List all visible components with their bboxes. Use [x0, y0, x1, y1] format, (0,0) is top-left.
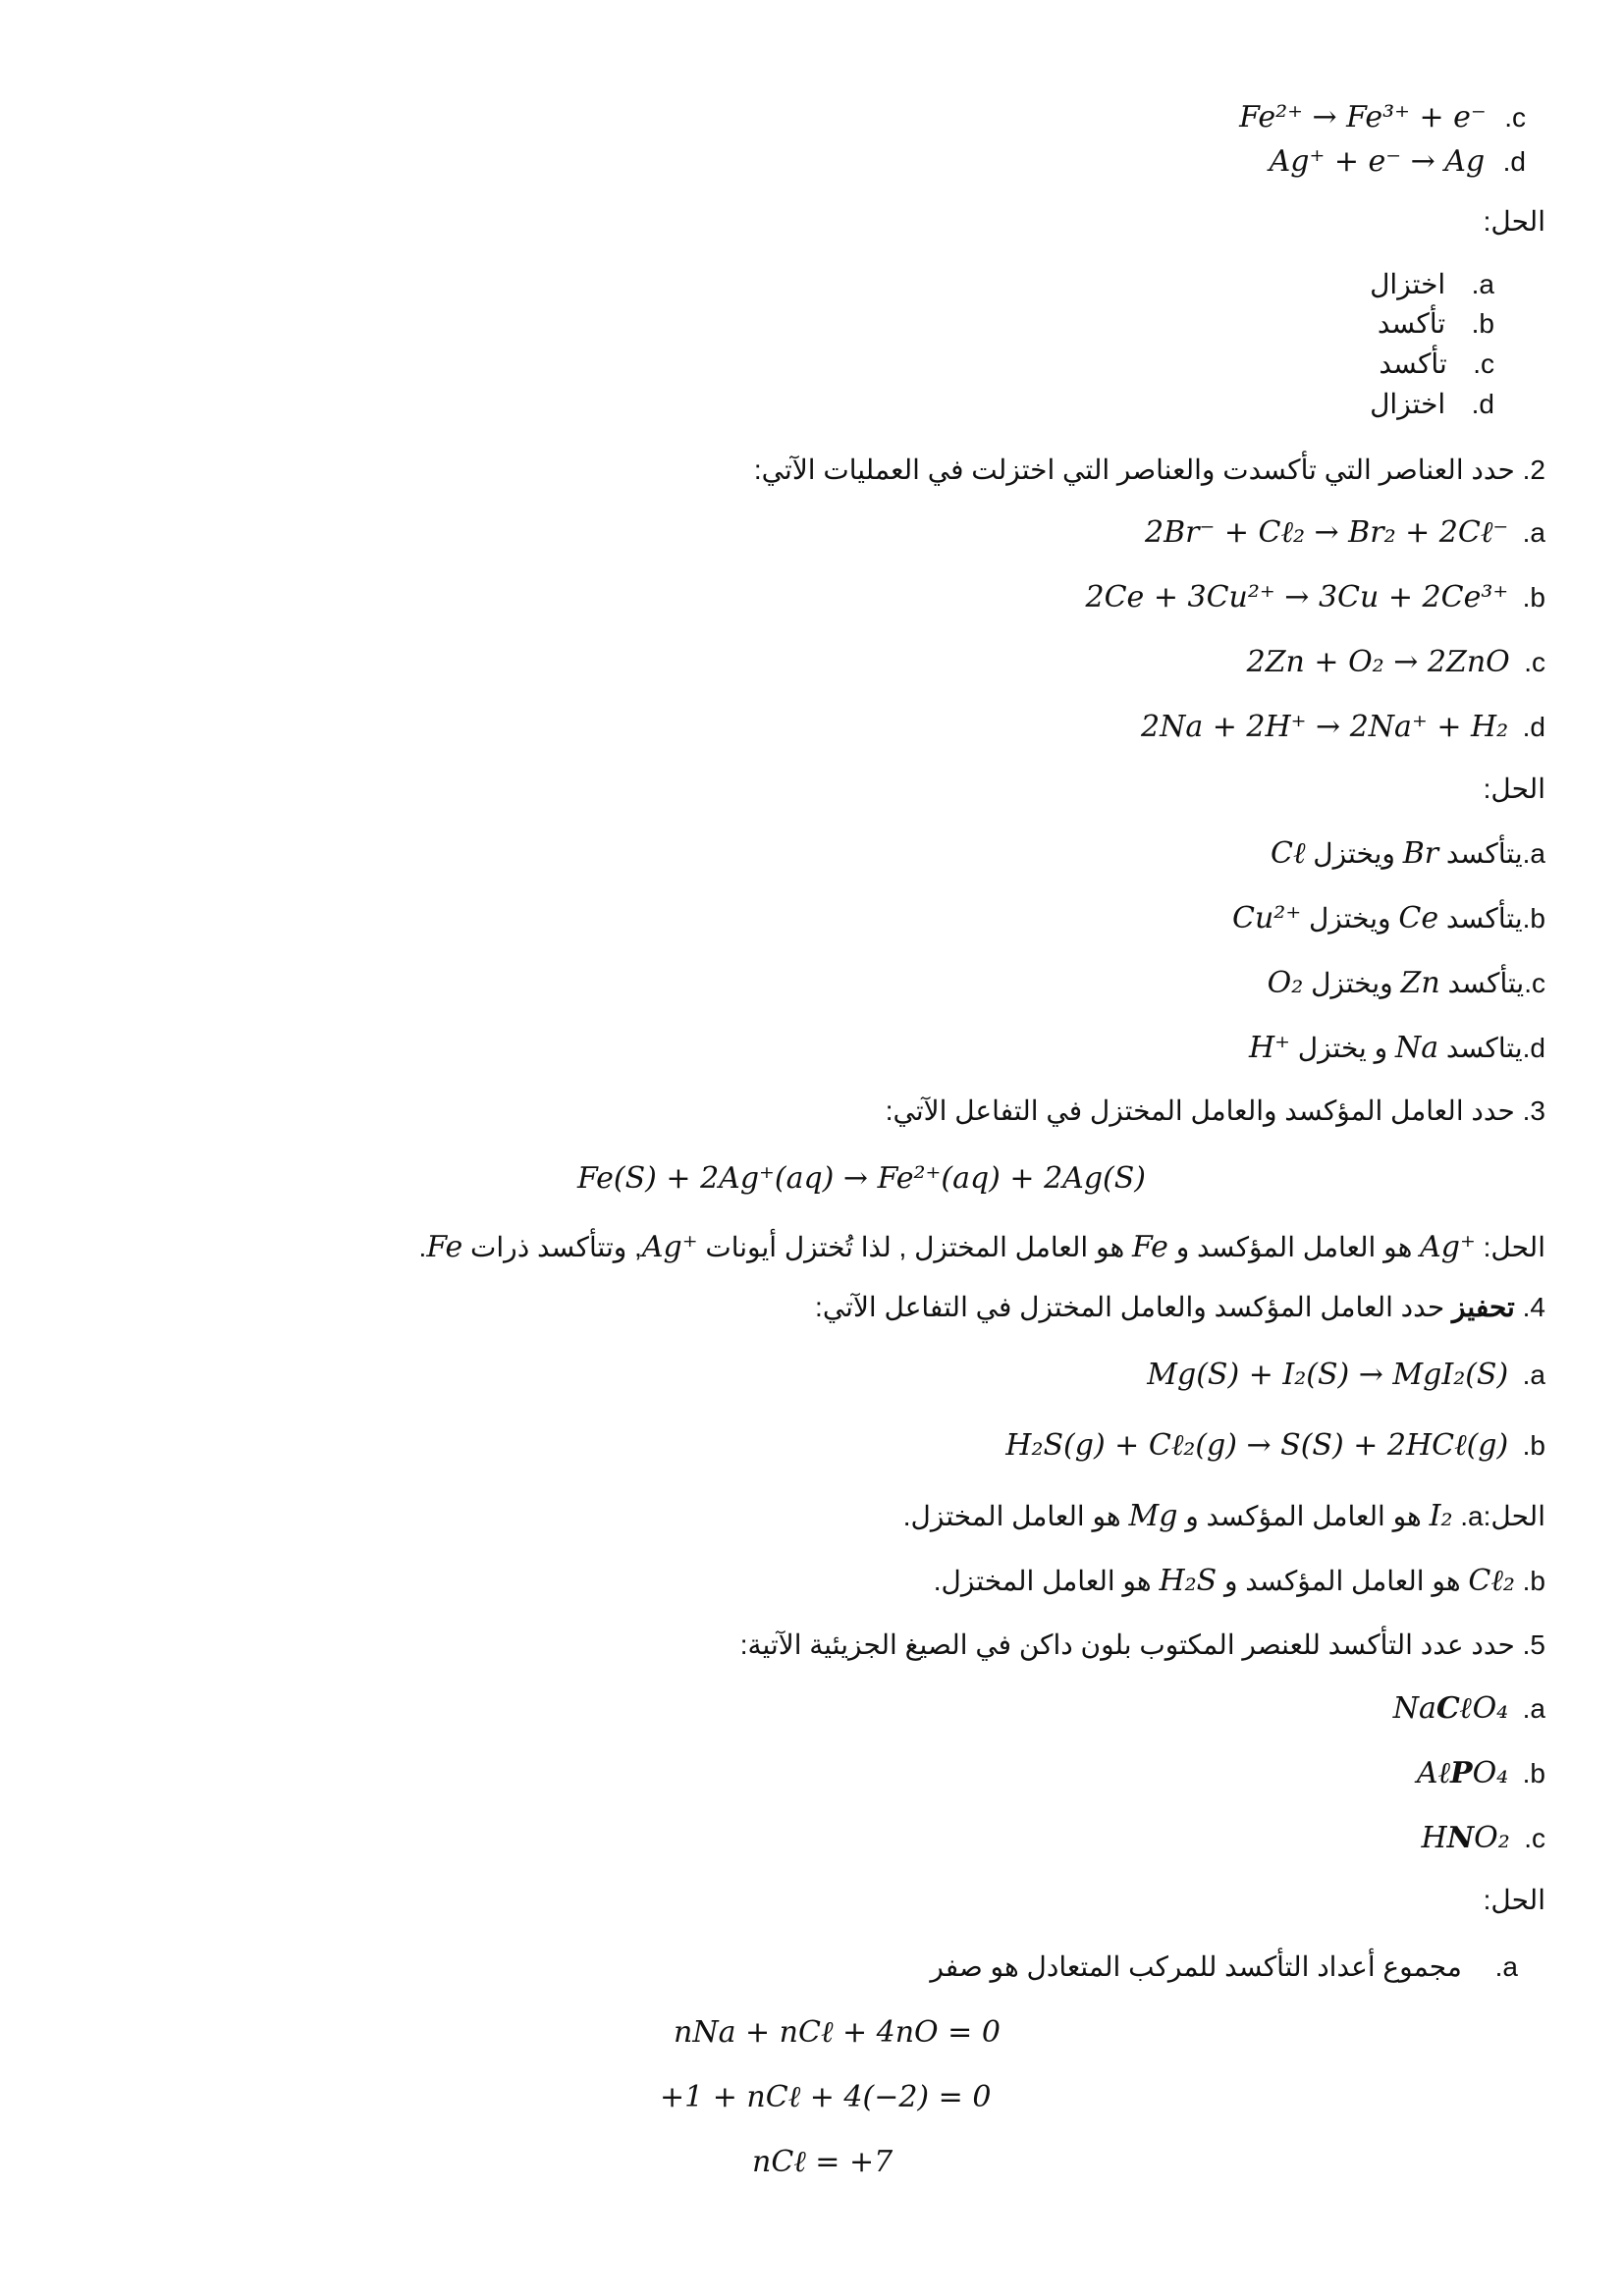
solution-item: اختزال .d	[1370, 389, 1494, 419]
answer-a: a.يتأكسد Br ويختزل Cℓ	[1271, 836, 1545, 871]
solution-4b: b. Cℓ₂ هو العامل المؤكسد و H₂S هو العامل المختزل.	[933, 1564, 1545, 1598]
question-4: 4. تحفيز حدد العامل المؤكسد والعامل المختزل في التفاعل الآتي:	[815, 1292, 1545, 1322]
formula-c: HNO₂ .c	[1421, 1821, 1545, 1855]
solution-4a: الحل:a. I₂ هو العامل المؤكسد و Mg هو العامل المختزل.	[902, 1499, 1545, 1533]
question-3: 3. حدد العامل المؤكسد والعامل المختزل في التفاعل الآتي:	[885, 1095, 1545, 1126]
equation-c: 2Zn + O₂ → 2ZnO .c	[1246, 645, 1545, 679]
equation-c	[1239, 100, 1526, 134]
item-label: .c	[1504, 102, 1526, 133]
solution-heading: الحل:	[1483, 1885, 1545, 1915]
item-label: .d	[1502, 146, 1526, 177]
equation-d	[1269, 144, 1526, 179]
answer-b: b.يتأكسد Ce ويختزل Cu²⁺	[1232, 901, 1545, 935]
formula-b: AℓPO₄ .b	[1416, 1756, 1545, 1790]
equation: Fe(S) + 2Ag⁺(aq) → Fe²⁺(aq) + 2Ag(S)	[577, 1161, 1147, 1196]
equation-step: +1 + nCℓ + 4(−2) = 0	[660, 2080, 992, 2114]
answer-d: d.يتاكسد Na و يختزل H⁺	[1248, 1031, 1545, 1065]
solution-item: اختزال .a	[1370, 269, 1494, 299]
formula-a: NaCℓO₄ .a	[1392, 1691, 1545, 1726]
equation-b: 2Ce + 3Cu²⁺ → 3Cu + 2Ce³⁺ .b	[1085, 580, 1545, 614]
equation-a: Mg(S) + I₂(S) → MgI₂(S) .a	[1147, 1358, 1545, 1392]
equation-b: H₂S(g) + Cℓ₂(g) → S(S) + 2HCℓ(g) .b	[1005, 1428, 1545, 1463]
solution-5a: a. مجموع أعداد التأكسد للمركب المتعادل هو صفر	[930, 1951, 1518, 1982]
solution-item: تأكسد .b	[1377, 308, 1494, 339]
equation-text: Ag⁺ + e⁻ → Ag	[1269, 144, 1486, 179]
equation-step: nNa + nCℓ + 4nO = 0	[674, 2015, 1001, 2050]
solution-3: الحل: Ag⁺ هو العامل المؤكسد و Fe هو العامل المختزل , لذا تُختزل أيونات Ag⁺, وتتأكسد ذرات Fe.	[418, 1230, 1545, 1264]
equation-a: 2Br⁻ + Cℓ₂ → Br₂ + 2Cℓ⁻ .a	[1144, 515, 1545, 550]
answer-c: c.يتأكسد Zn ويختزل O₂	[1267, 966, 1545, 1000]
equation-d: 2Na + 2H⁺ → 2Na⁺ + H₂ .d	[1141, 710, 1545, 744]
question-5: 5. حدد عدد التأكسد للعنصر المكتوب بلون داكن في الصيغ الجزيئية الآتية:	[739, 1629, 1545, 1660]
equation-step: nCℓ = +7	[752, 2145, 893, 2179]
solution-item: تأكسد .c	[1379, 348, 1494, 379]
solution-heading: الحل:	[1483, 206, 1545, 237]
question-2: 2. حدد العناصر التي تأكسدت والعناصر التي اختزلت في العمليات الآتي:	[753, 454, 1545, 485]
equation-text: Fe²⁺ → Fe³⁺ + e⁻	[1239, 100, 1487, 134]
solution-heading: الحل:	[1483, 774, 1545, 804]
